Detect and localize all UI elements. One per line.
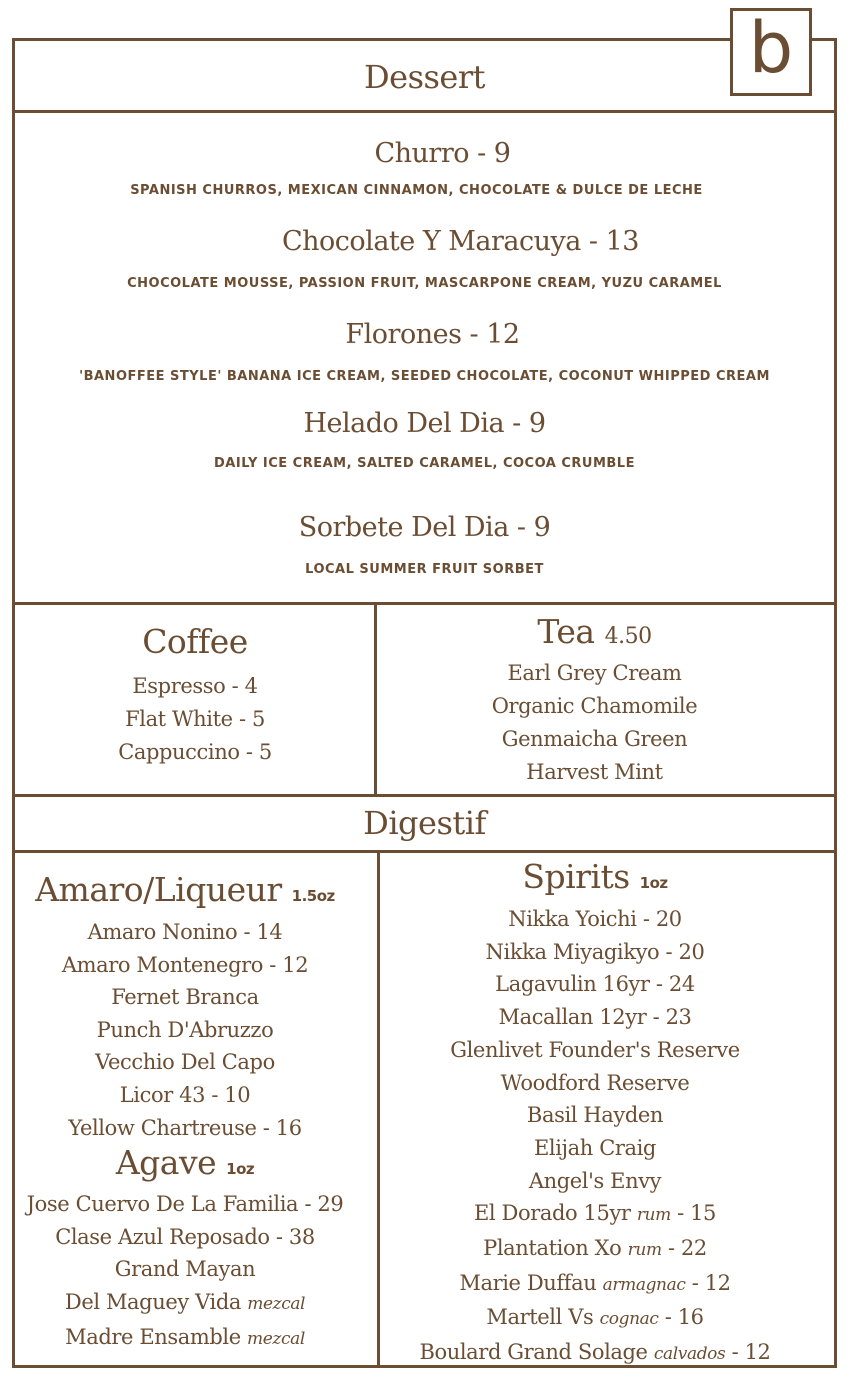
coffee-title: Coffee [142, 622, 248, 661]
amaro-title: Amaro/Liqueur [35, 870, 282, 909]
spirits-item-price: - 12 [725, 1340, 771, 1365]
spirits-item: Macallan 12yr - 23 [498, 1005, 692, 1030]
divider-coffee-bottom [12, 794, 837, 797]
dessert-item-description: 'BANOFFEE STYLE' BANANA ICE CREAM, SEEDED CHOCOLATE, COCONUT WHIPPED CREAM [79, 369, 770, 384]
spirits-item-price: - 15 [670, 1201, 716, 1226]
spirits-item [380, 1301, 810, 1336]
spirits-section [380, 857, 810, 1371]
agave-item-type: mezcal [247, 1328, 305, 1349]
coffee-item: Flat White - 5 [125, 707, 265, 731]
amaro-size: 1.5oz [291, 887, 335, 905]
tea-title: Tea [537, 612, 595, 651]
amaro-agave-section [15, 870, 355, 1355]
spirits-item-price: - 12 [685, 1270, 731, 1295]
spirits-item: Woodford Reserve [500, 1070, 690, 1095]
dessert-item-name: Helado Del Dia - 9 [303, 408, 546, 439]
agave-size: 1oz [226, 1160, 255, 1179]
dessert-item-name: Sorbete Del Dia - 9 [298, 512, 551, 543]
digestif-title: Digestif [363, 804, 486, 842]
amaro-item: Vecchio Del Capo [95, 1050, 275, 1075]
spirits-item-price: - 22 [661, 1236, 707, 1261]
spirits-item-type: calvados [653, 1344, 726, 1365]
agave-heading [15, 1144, 355, 1188]
spirits-item [380, 1197, 810, 1232]
agave-item: Jose Cuervo De La Familia - 29 [26, 1192, 344, 1217]
coffee-section [15, 622, 375, 769]
amaro-item: Amaro Nonino - 14 [87, 920, 283, 944]
spirits-title: Spirits [522, 857, 630, 896]
spirits-item-name: El Dorado 15yr [474, 1201, 637, 1226]
spirits-item [380, 1267, 810, 1302]
spirits-item: Angel's Envy [528, 1168, 662, 1193]
amaro-item: Fernet Branca [111, 985, 259, 1010]
tea-item: Earl Grey Cream [507, 661, 682, 685]
dessert-title: Dessert [363, 58, 486, 96]
divider-digestif-header [12, 850, 837, 853]
tea-section [377, 612, 812, 789]
amaro-item: Yellow Chartreuse - 16 [68, 1115, 302, 1140]
agave-item-type: mezcal [247, 1293, 306, 1314]
tea-heading [377, 612, 812, 657]
dessert-item-description: LOCAL SUMMER FRUIT SORBET [305, 562, 544, 577]
agave-item [15, 1321, 355, 1356]
divider-dessert-header [12, 110, 837, 113]
dessert-item-name: Florones - 12 [345, 319, 520, 350]
coffee-item: Cappuccino - 5 [118, 740, 272, 764]
amaro-item: Licor 43 - 10 [119, 1082, 251, 1107]
spirits-item-type: cognac [599, 1309, 659, 1330]
amaro-heading [15, 870, 355, 916]
dessert-item-name: Churro - 9 [374, 138, 511, 169]
spirits-item [380, 1336, 810, 1371]
spirits-item: Nikka Miyagikyo - 20 [485, 939, 705, 964]
spirits-item: Lagavulin 16yr - 24 [495, 972, 695, 997]
spirits-item-name: Martell Vs [486, 1305, 600, 1330]
spirits-item-type: rum [627, 1240, 662, 1261]
tea-item: Organic Chamomile [491, 694, 698, 718]
tea-price: 4.50 [604, 624, 652, 649]
agave-item: Clase Azul Reposado - 38 [55, 1224, 315, 1249]
amaro-item: Punch D'Abruzzo [96, 1017, 274, 1042]
brand-logo-letter: b [748, 7, 794, 89]
spirits-item-name: Marie Duffau [459, 1270, 603, 1295]
agave-item-name: Madre Ensamble [65, 1324, 248, 1349]
tea-item: Genmaicha Green [501, 727, 688, 751]
spirits-item-price: - 16 [658, 1305, 704, 1330]
spirits-item-type: armagnac [602, 1274, 686, 1295]
dessert-item-description: CHOCOLATE MOUSSE, PASSION FRUIT, MASCARPONE CREAM, YUZU CARAMEL [127, 276, 722, 291]
spirits-item-name: Plantation Xo [483, 1236, 628, 1261]
spirits-item: Nikka Yoichi - 20 [508, 907, 682, 931]
spirits-size: 1oz [639, 874, 668, 892]
spirits-item [380, 1232, 810, 1267]
coffee-item: Espresso - 4 [132, 674, 258, 698]
spirits-item: Elijah Craig [534, 1135, 656, 1160]
divider-dessert-bottom [12, 602, 837, 605]
agave-item [15, 1286, 355, 1321]
agave-item: Grand Mayan [114, 1257, 256, 1282]
spirits-heading [380, 857, 810, 903]
dessert-item-name: Chocolate Y Maracuya - 13 [282, 226, 639, 257]
agave-title: Agave [115, 1143, 217, 1183]
spirits-item: Glenlivet Founder's Reserve [450, 1037, 740, 1062]
dessert-item-description: DAILY ICE CREAM, SALTED CARAMEL, COCOA CRUMBLE [214, 456, 635, 471]
spirits-item: Basil Hayden [526, 1103, 664, 1128]
amaro-item: Amaro Montenegro - 12 [61, 952, 309, 977]
tea-item: Harvest Mint [526, 760, 663, 784]
spirits-item-type: rum [636, 1205, 671, 1226]
dessert-item-description: SPANISH CHURROS, MEXICAN CINNAMON, CHOCOLATE & DULCE DE LECHE [130, 183, 703, 198]
agave-item-name: Del Maguey Vida [64, 1289, 248, 1314]
spirits-item-name: Boulard Grand Solage [419, 1340, 654, 1365]
